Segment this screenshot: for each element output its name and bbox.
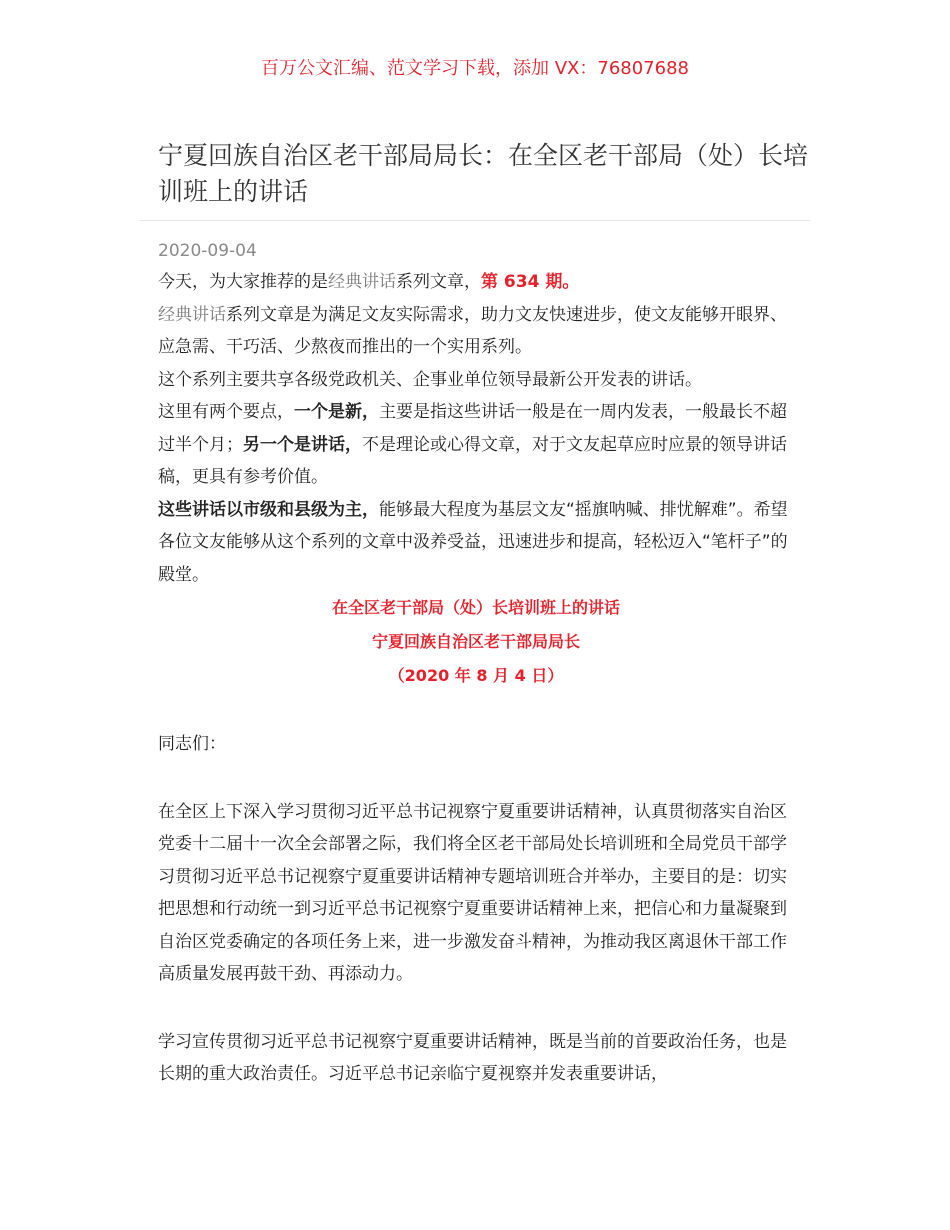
intro-text: 今天，为大家推荐的是 [158, 272, 328, 292]
issue-number: 第 634 期。 [481, 272, 580, 292]
intro-paragraph-2 [158, 299, 794, 364]
intro-text: 这里有两个要点， [158, 402, 294, 422]
title-divider [140, 220, 810, 221]
publish-date: 2020-09-04 [158, 241, 257, 261]
speech-speaker: 宁夏回族自治区老干部局局长 [371, 632, 580, 651]
article-body [158, 266, 794, 1091]
intro-text: 主要是指这些讲话一般是在一周内发表，一般最长不超过半个月； [158, 402, 787, 455]
key-point-1: 一个是新， [294, 402, 379, 422]
intro-paragraph-3: 这个系列主要共享各级党政机关、企事业单位领导最新公开发表的讲话。 [158, 369, 702, 390]
speech-heading: 在全区老干部局（处）长培训班上的讲话 [331, 598, 620, 617]
series-name: 经典讲话 [158, 304, 226, 325]
salutation: 同志们： [158, 734, 226, 754]
key-point-3: 这些讲话以市级和县级为主， [158, 499, 379, 520]
intro-text: 系列文章是为满足文友实际需求，助力文友快速进步，使文友能够开眼界、应急需、干巧活、少熬夜而推出的一个实用系列。 [158, 304, 787, 357]
intro-paragraph-4 [158, 396, 794, 494]
speech-date: （2020 年 8 月 4 日） [388, 666, 564, 685]
intro-text: 不是理论或心得文章，对于文友起草应时应景的领导讲话稿，更具有参考价值。 [158, 434, 787, 487]
speech-paragraph-1: 在全区上下深入学习贯彻习近平总书记视察宁夏重要讲话精神，认真贯彻落实自治区党委十二届十一次全会部署之际，我们将全区老干部局处长培训班和全局党员干部学习贯彻习近平总书记视察宁夏重要讲话精神专题培训班合并举办，主要目的是：切实把思想和行动统一到习近平总书记视察宁夏重要讲话精神上来，把信心和力量凝聚到自治区党委确定的各项任务上来，进一步激发奋斗精神，为推动我区离退休干部工作高质量发展再鼓干劲、再添动力。 [158, 801, 787, 984]
spacer [158, 991, 794, 1026]
intro-paragraph-5 [158, 494, 794, 592]
speech-paragraph-2: 学习宣传贯彻习近平总书记视察宁夏重要讲话精神，既是当前的首要政治任务，也是长期的重大政治责任。习近平总书记亲临宁夏视察并发表重要讲话， [158, 1031, 787, 1084]
promo-banner: 百万公文汇编、范文学习下载，添加 VX：76807688 [261, 58, 689, 79]
article-title: 宁夏回族自治区老干部局局长：在全区老干部局（处）长培训班上的讲话 [158, 141, 809, 206]
intro-paragraph-1 [158, 266, 794, 299]
series-name: 经典讲话 [328, 272, 396, 292]
spacer [158, 693, 794, 728]
spacer [158, 761, 794, 796]
key-point-2: 另一个是讲话， [243, 434, 362, 455]
intro-text: 系列文章， [396, 272, 481, 292]
intro-text: 能够最大程度为基层文友“摇旗呐喊、排忧解难”。希望各位文友能够从这个系列的文章中汲养受益，迅速进步和提高，轻松迈入“笔杆子”的殿堂。 [158, 499, 788, 585]
